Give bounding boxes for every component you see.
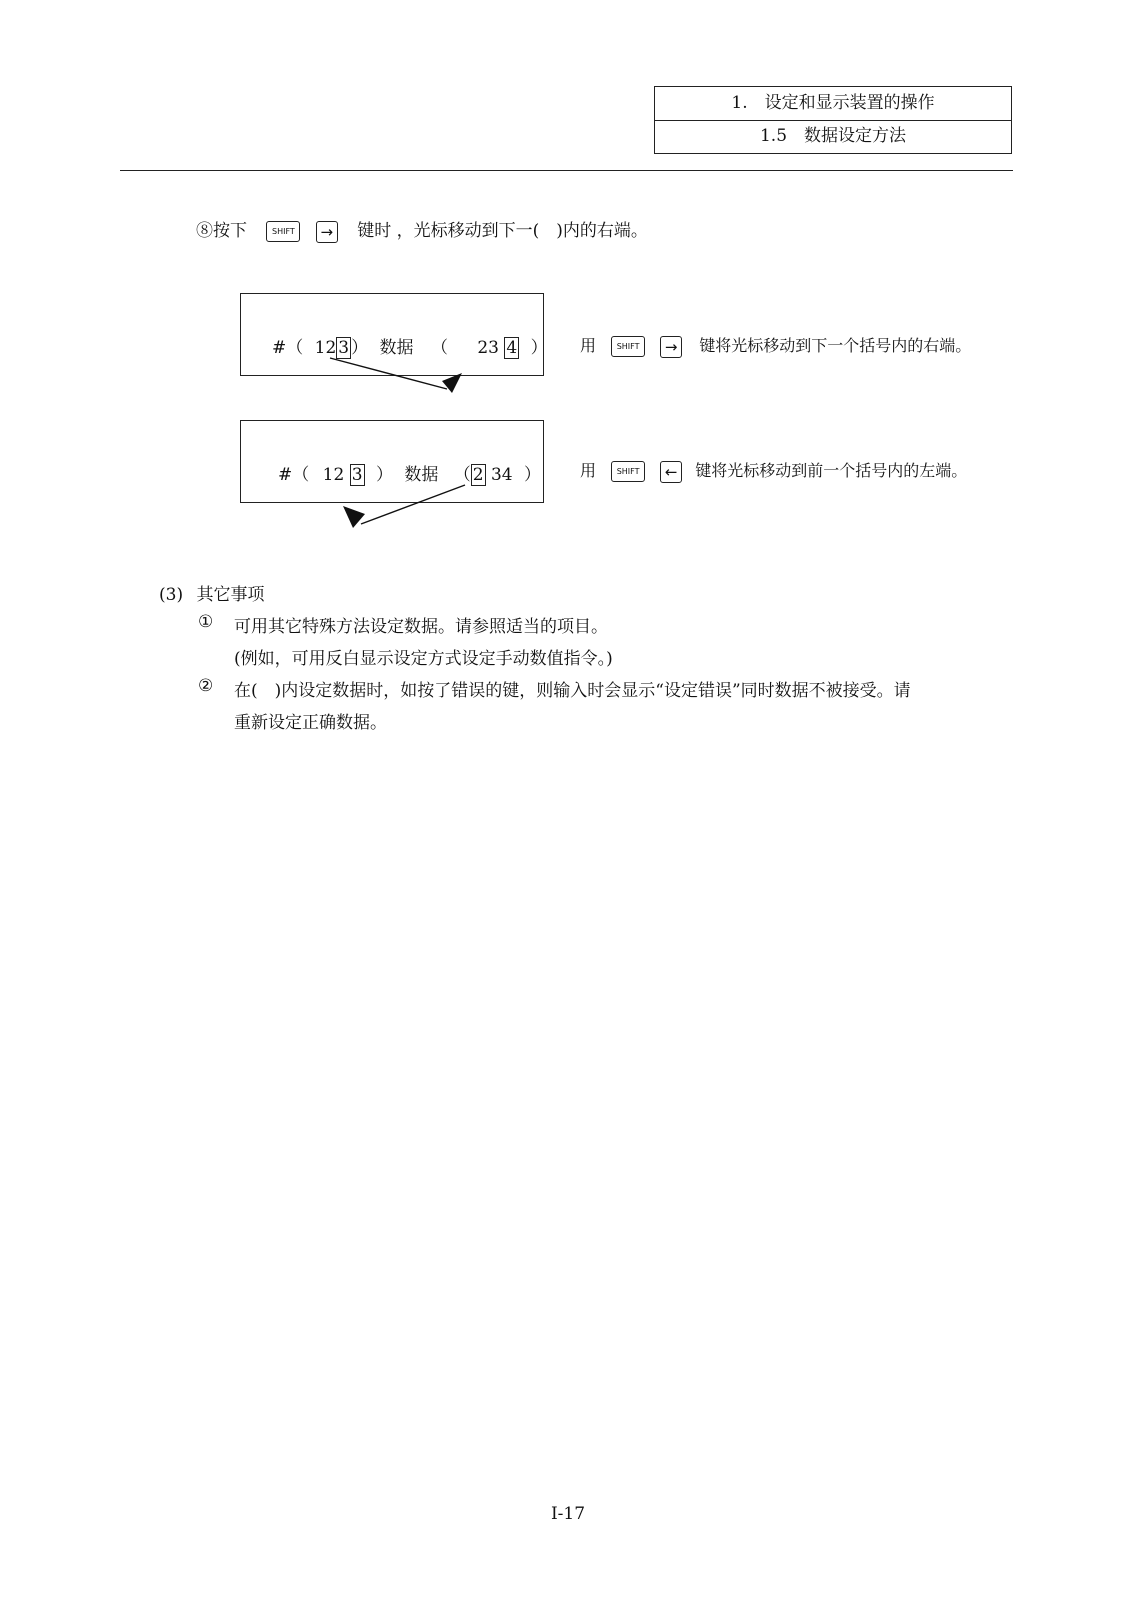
shift-key-icon: SHIFT [611, 461, 645, 482]
note-line: 可用其它特殊方法设定数据。请参照适当的项目。 [234, 617, 608, 637]
data-label: 数据 [404, 465, 439, 485]
cursor-box: 3 [351, 465, 363, 485]
cursor-move-arrow-left [335, 482, 475, 530]
note-line: 在( )内设定数据时，如按了错误的键，则输入时会显示“设定错误”同时数据不被接受。请 [234, 681, 911, 701]
caption-suffix: 键将光标移动到前一个括号内的左端。 [695, 461, 968, 480]
caption-prefix: 用 [580, 461, 597, 480]
open-paren: （ [453, 465, 471, 485]
hash-label: #（ [272, 338, 304, 358]
note-line: (例如，可用反白显示设定方式设定手动数值指令。) [234, 649, 613, 669]
step8-suffix: 键时 ，光标移动到下一( )内的右端。 [357, 221, 648, 241]
left-arrow-key-icon: ← [660, 461, 682, 483]
number-digits: 12 [322, 465, 345, 485]
step8-line [196, 216, 648, 243]
close-paren: ） [530, 338, 548, 358]
diagram2-caption [580, 458, 967, 483]
open-paren: （ [430, 338, 448, 358]
right-arrow-key-icon: → [660, 336, 682, 358]
cursor-box: 3 [338, 338, 350, 358]
note-marker: ① [198, 612, 214, 632]
number-digits: 12 [314, 338, 337, 358]
section-number: (3) [159, 585, 184, 605]
note-line: 重新设定正确数据。 [234, 713, 387, 733]
close-paren: ） [524, 465, 542, 485]
hash-label: #（ [278, 465, 310, 485]
page-number: I-17 [550, 1504, 586, 1524]
section-title: 1.5 数据设定方法 [655, 120, 1011, 154]
data-digits: 23 [477, 338, 499, 358]
close-paren: ） [375, 465, 393, 485]
section3-heading [159, 580, 265, 605]
shift-key-icon: SHIFT [611, 336, 645, 357]
diagram1-caption [580, 333, 971, 358]
shift-key-icon: SHIFT [266, 221, 300, 242]
data-label: 数据 [379, 338, 414, 358]
note-marker: ② [198, 676, 214, 696]
caption-prefix: 用 [580, 336, 597, 355]
close-paren: ） [351, 338, 369, 358]
caption-suffix: 键将光标移动到下一个括号内的右端。 [699, 336, 972, 355]
cursor-move-arrow-right [320, 355, 470, 395]
cursor-box: 2 [472, 465, 484, 485]
section-title: 其它事项 [196, 585, 265, 605]
data-digits: 34 [490, 465, 513, 485]
header-divider [120, 170, 1013, 171]
right-arrow-key-icon: → [316, 221, 338, 243]
chapter-title: 1. 设定和显示装置的操作 [731, 93, 935, 113]
section-header-box [654, 86, 1012, 154]
cursor-box: 4 [506, 338, 518, 358]
step8-prefix: ⑧按下 [196, 221, 247, 241]
